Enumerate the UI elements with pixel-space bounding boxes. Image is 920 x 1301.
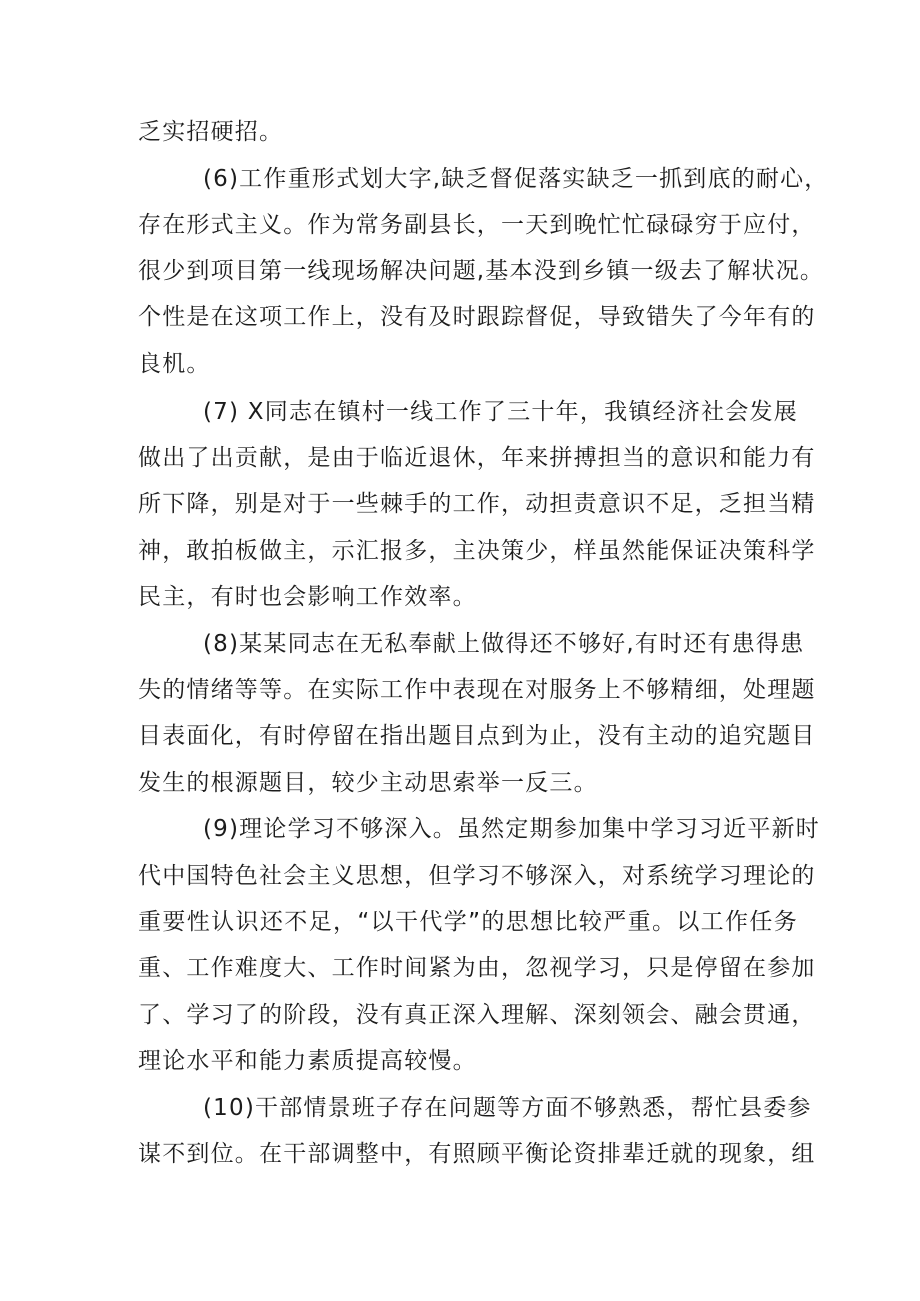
text-line: 存在形式主义。作为常务副县长，一天到晚忙忙碌碌穷于应付， — [138, 212, 816, 238]
text-line: 乏实招硬招。 — [138, 119, 284, 145]
paragraph-7-first-line: (7) X同志在镇村一线工作了三十年，我镇经济社会发展 — [203, 399, 798, 425]
text-line: 个性是在这项工作上，没有及时跟踪督促，导致错失了今年有的 — [138, 304, 816, 330]
text-line: 理论水平和能力素质提高较慢。 — [138, 1048, 477, 1074]
text-line: 谋不到位。在干部调整中，有照顾平衡论资排辈迁就的现象，组 — [138, 1141, 816, 1167]
text-line: 失的情绪等等。在实际工作中表现在对服务上不够精细，处理题 — [138, 677, 816, 703]
text-line: 重要性认识还不足，“以干代学”的思想比较严重。以工作任务 — [138, 909, 798, 935]
paragraph-10-first-line: (10)干部情景班子存在问题等方面不够熟悉，帮忙县委参 — [203, 1095, 812, 1121]
text-line: 代中国特色社会主义思想，但学习不够深入，对系统学习理论的 — [138, 863, 816, 889]
paragraph-8-first-line: (8)某某同志在无私奉献上做得还不够好,有时还有患得患 — [203, 631, 805, 657]
text-line: 发生的根源题目，较少主动思索举一反三。 — [138, 770, 598, 796]
paragraph-6-first-line: (6)工作重形式划大字,缺乏督促落实缺乏一抓到底的耐心， — [203, 166, 829, 192]
text-line: 神，敢拍板做主，示汇报多，主决策少，样虽然能保证决策科学 — [138, 538, 816, 564]
text-line: 重、工作难度大、工作时间紧为由，忽视学习，只是停留在参加 — [138, 955, 816, 981]
text-line: 目表面化，有时停留在指出题目点到为止，没有主动的追究题目 — [138, 723, 816, 749]
text-line: 很少到项目第一线现场解决问题,基本没到乡镇一级去了解状况。 — [138, 258, 825, 284]
paragraph-9-first-line: (9)理论学习不够深入。虽然定期参加集中学习习近平新时 — [203, 816, 820, 842]
text-line: 做出了出贡献，是由于临近退休，年来拼搏担当的意识和能力有 — [138, 445, 816, 471]
text-line: 了、学习了的阶段，没有真正深入理解、深刻领会、融会贯通， — [138, 1002, 816, 1028]
text-line: 良机。 — [138, 351, 211, 377]
text-line: 所下降，别是对于一些棘手的工作，动担责意识不足，乏担当精 — [138, 491, 816, 517]
text-line: 民主，有时也会影响工作效率。 — [138, 584, 477, 610]
